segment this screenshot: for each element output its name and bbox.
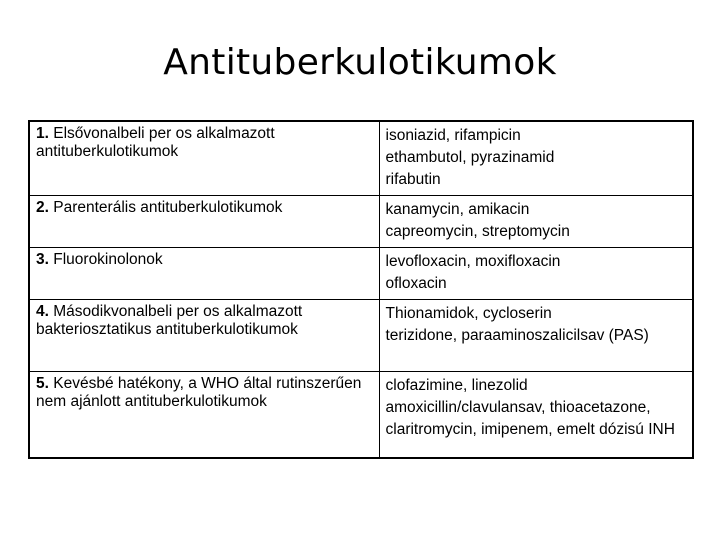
slide-title: Antituberkulotikumok xyxy=(163,42,557,83)
drug-list-cell xyxy=(379,121,693,196)
drug-line: isoniazid, rifampicin xyxy=(385,127,521,144)
table-row xyxy=(29,248,693,300)
category-name: Kevésbé hatékony, a WHO által rutinszerűen nem ajánlott antituberkulotikumok xyxy=(36,375,362,410)
category-name: Parenterális antituberkulotikumok xyxy=(53,199,283,216)
drug-line: terizidone, paraaminoszalicilsav (PAS) xyxy=(385,327,649,344)
category-name: Fluorokinolonok xyxy=(53,251,163,268)
category-number: 4. xyxy=(36,303,49,320)
category-cell xyxy=(29,300,379,372)
drug-list-cell xyxy=(379,196,693,248)
drug-line: Thionamidok, cycloserin xyxy=(385,305,552,322)
category-number: 3. xyxy=(36,251,49,268)
category-cell xyxy=(29,121,379,196)
category-cell xyxy=(29,248,379,300)
category-name: Elsővonalbeli per os alkalmazott antituberkulotikumok xyxy=(36,125,275,160)
table-row xyxy=(29,300,693,372)
drug-list-cell xyxy=(379,248,693,300)
drug-line: capreomycin, streptomycin xyxy=(385,223,570,240)
category-number: 5. xyxy=(36,375,49,392)
table-row xyxy=(29,372,693,458)
table-row xyxy=(29,121,693,196)
drug-line: clofazimine, linezolid xyxy=(385,377,528,394)
drug-list-cell xyxy=(379,300,693,372)
antituberculosis-drug-table xyxy=(28,120,694,459)
category-number: 2. xyxy=(36,199,49,216)
drug-line: rifabutin xyxy=(385,171,441,188)
drug-line: ethambutol, pyrazinamid xyxy=(385,149,555,166)
category-name: Másodikvonalbeli per os alkalmazott bakteriosztatikus antituberkulotikumok xyxy=(36,303,303,338)
drug-line: levofloxacin, moxifloxacin xyxy=(385,253,561,270)
drug-line: ofloxacin xyxy=(385,275,447,292)
drug-line: amoxicillin/clavulansav, thioacetazone, claritromycin, imipenem, emelt dózisú INH xyxy=(385,399,675,438)
drug-list-cell xyxy=(379,372,693,458)
category-cell xyxy=(29,196,379,248)
table-row xyxy=(29,196,693,248)
drug-line: kanamycin, amikacin xyxy=(385,201,530,218)
category-number: 1. xyxy=(36,125,49,142)
category-cell xyxy=(29,372,379,458)
